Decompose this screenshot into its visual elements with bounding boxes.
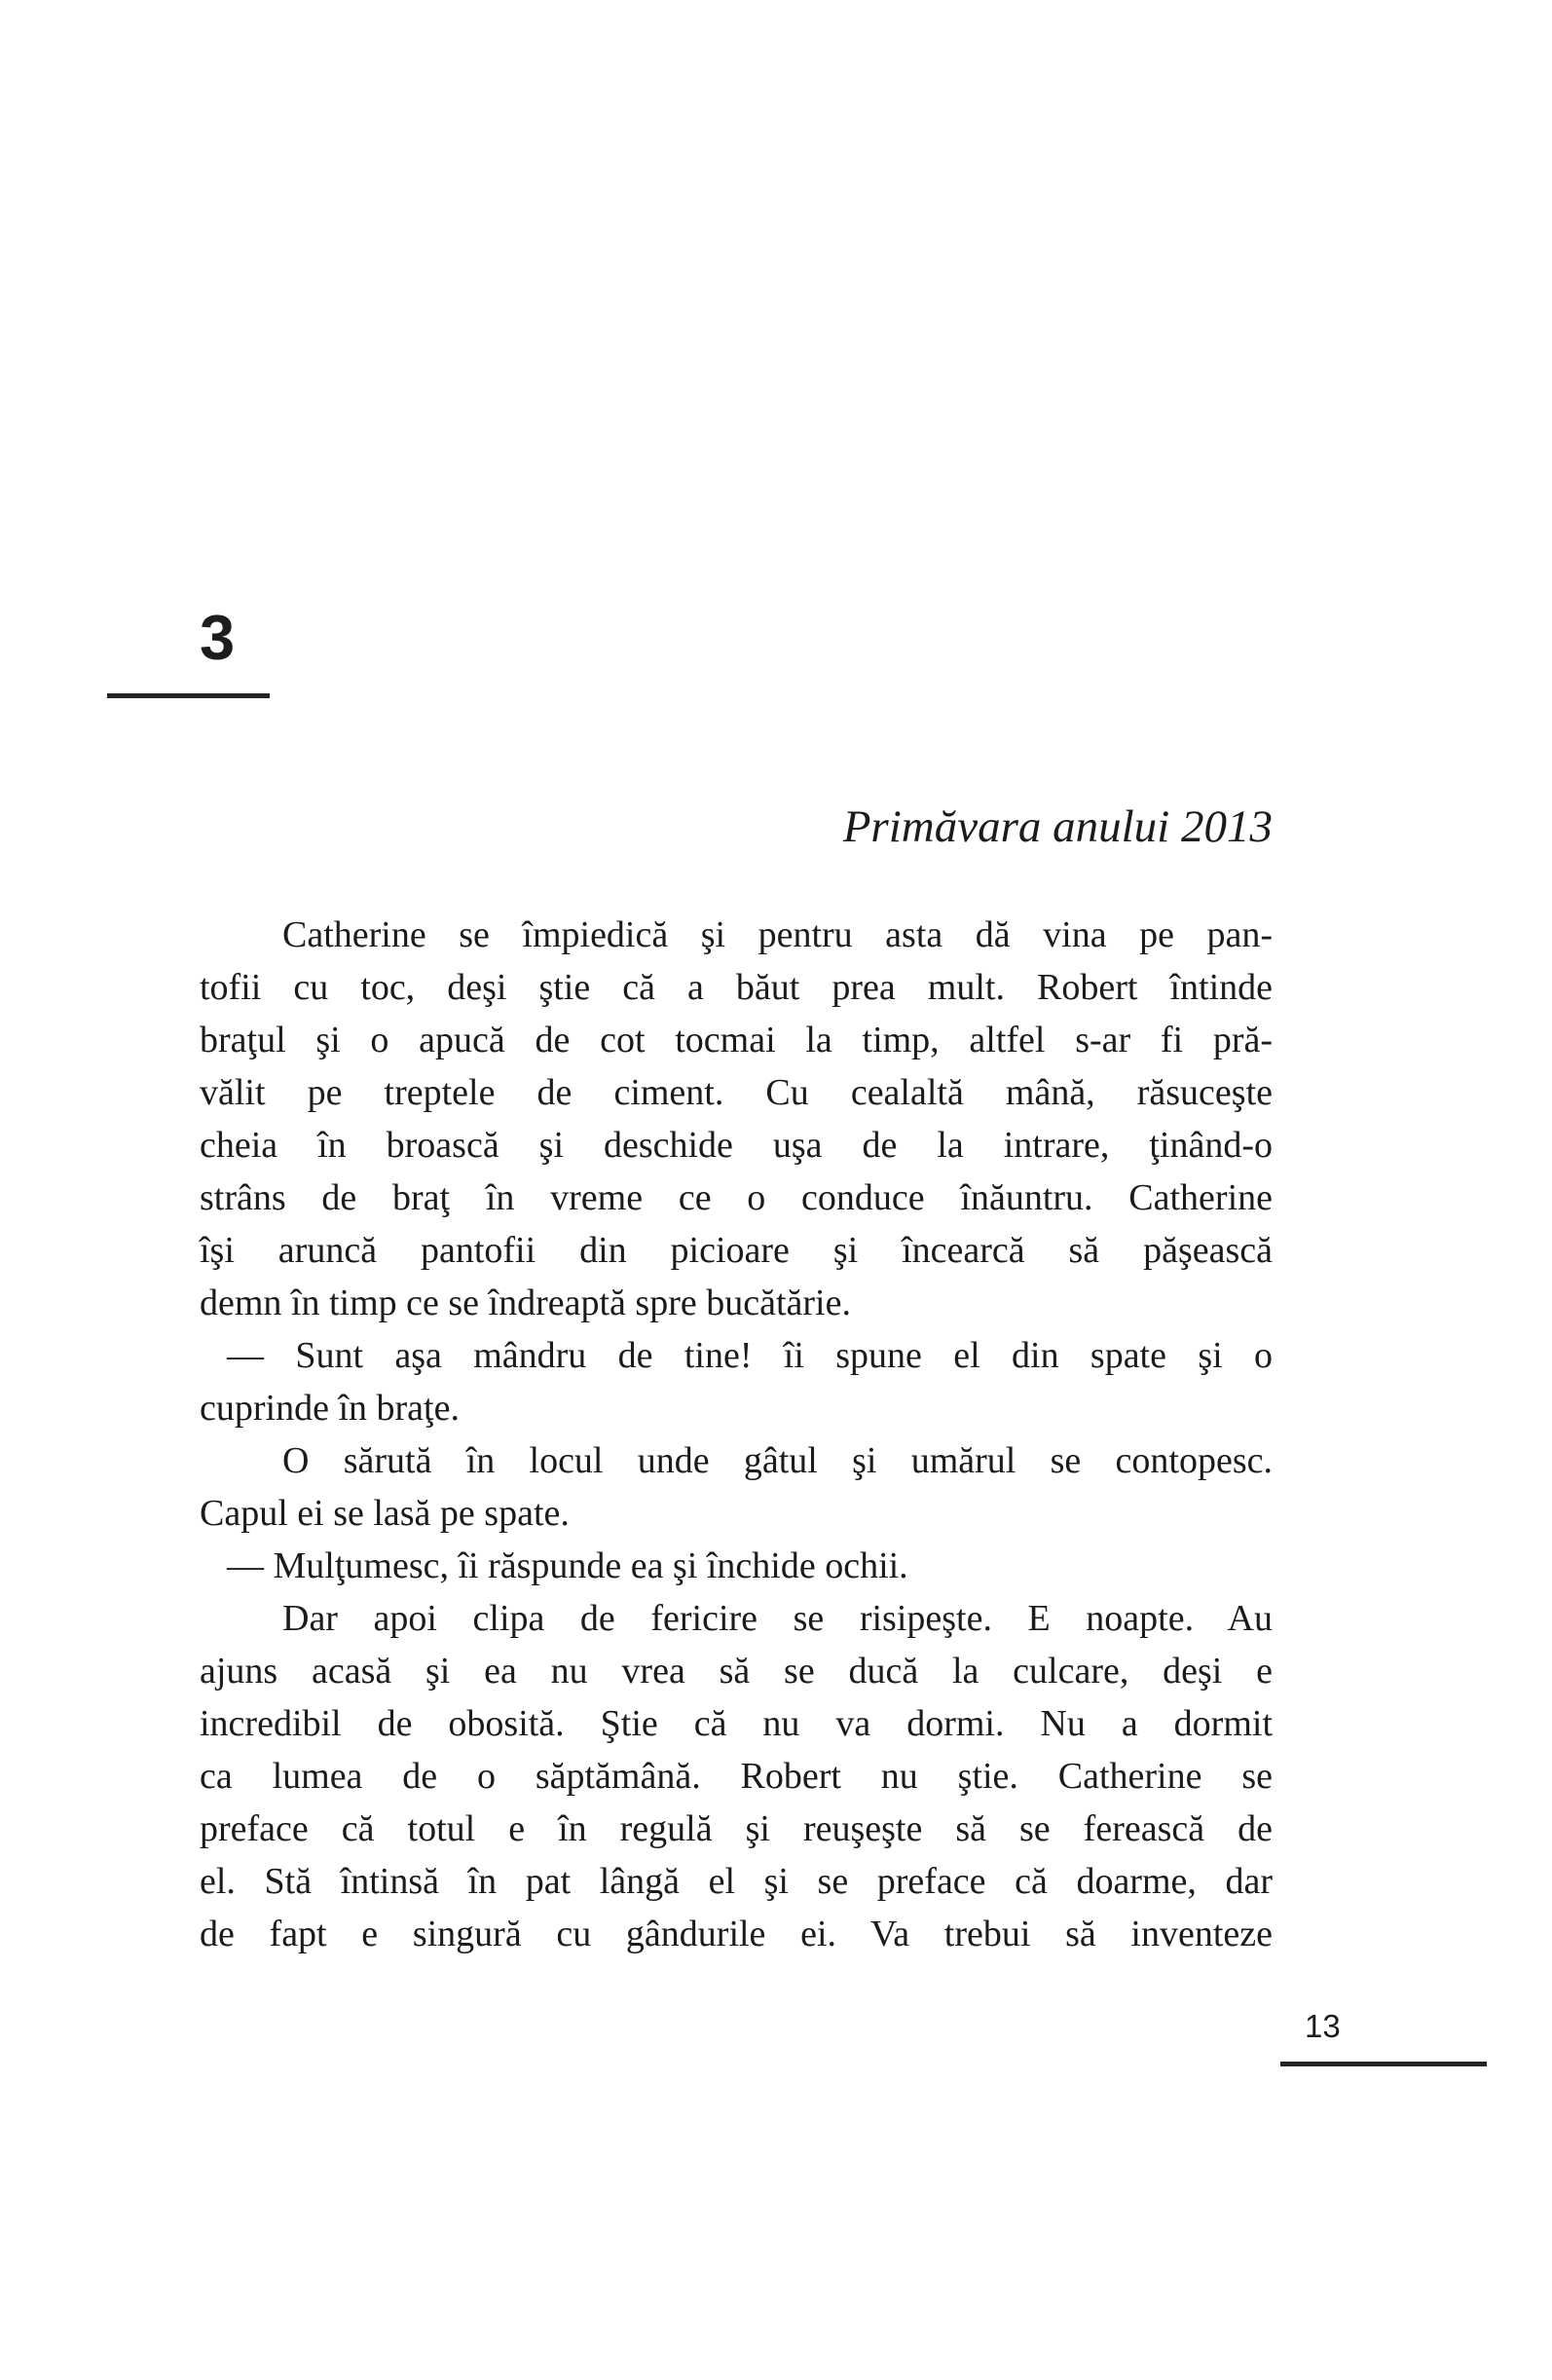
text-line: cheia în broască şi deschide uşa de la intrare, ţinând-o <box>200 1125 1273 1166</box>
chapter-number: 3 <box>200 602 236 673</box>
text-line: incredibil de obosită. Ştie că nu va dormi. Nu a dormit <box>200 1703 1273 1744</box>
text-line: demn în timp ce se îndreaptă spre bucătărie. <box>200 1283 851 1323</box>
page-number: 13 <box>1305 2008 1341 2044</box>
text-line: vălit pe treptele de ciment. Cu cealaltă mână, răsuceşte <box>200 1072 1273 1113</box>
body-text <box>200 909 1273 1960</box>
text-line: ca lumea de o săptămână. Robert nu ştie. Catherine se <box>200 1756 1273 1797</box>
section-date-heading: Primăvara anului 2013 <box>842 801 1273 852</box>
text-line: — Sunt aşa mândru de tine! îi spune el din spate şi o <box>227 1335 1273 1376</box>
text-line: tofii cu toc, deşi ştie că a băut prea mult. Robert întinde <box>200 967 1273 1008</box>
text-line: Capul ei se lasă pe spate. <box>200 1493 570 1534</box>
text-line: braţul şi o apucă de cot tocmai la timp, altfel s-ar fi pră- <box>200 1020 1273 1060</box>
text-line: Dar apoi clipa de fericire se risipeşte. E noapte. Au <box>282 1598 1273 1639</box>
chapter-rule <box>107 693 270 698</box>
text-line: Catherine se împiedică şi pentru asta dă vina pe pan- <box>282 914 1273 955</box>
text-line: ajuns acasă şi ea nu vrea să se ducă la culcare, deşi e <box>200 1651 1273 1692</box>
text-line: de fapt e singură cu gândurile ei. Va trebui să inventeze <box>200 1914 1273 1954</box>
page-number-rule <box>1280 2062 1487 2066</box>
text-line: îşi aruncă pantofii din picioare şi încearcă să păşească <box>200 1230 1273 1271</box>
text-line: el. Stă întinsă în pat lângă el şi se preface că doarme, dar <box>200 1861 1273 1902</box>
text-line: preface că totul e în regulă şi reuşeşte să se ferească de <box>200 1808 1273 1849</box>
text-line: O sărută în locul unde gâtul şi umărul se contopesc. <box>282 1440 1273 1481</box>
text-line: — Mulţumesc, îi răspunde ea şi închide ochii. <box>227 1545 908 1586</box>
text-line: strâns de braţ în vreme ce o conduce înăuntru. Catherine <box>200 1177 1273 1218</box>
text-line: cuprinde în braţe. <box>200 1388 460 1429</box>
